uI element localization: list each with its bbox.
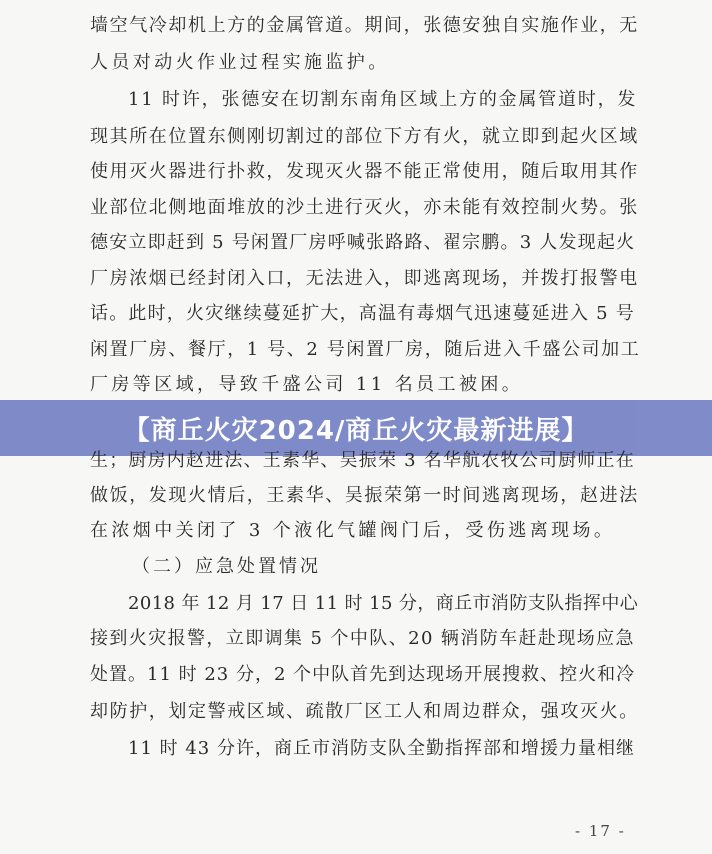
text-line: 现其所在位置东侧刚切割过的部位下方有火，就立即到起火区域 — [90, 126, 639, 147]
text-line: 话。此时，火灾继续蔓延扩大，高温有毒烟气迅速蔓延进入 5 号 — [90, 303, 635, 324]
text-line: 德安立即赶到 5 号闲置厂房呼喊张路路、翟宗鹏。3 人发现起火 — [90, 232, 636, 253]
text-line: 接到火灾报警，立即调集 5 个中队、20 辆消防车赶赴现场应急 — [90, 628, 635, 649]
page-number: - 17 - — [575, 822, 626, 840]
text-line: 使用灭火器进行扑救，发现灭火器不能正常使用，随后取用其作 — [90, 161, 639, 182]
text-line: 人员对动火作业过程实施监护。 — [90, 52, 390, 73]
text-line: 却防护，划定警戒区域、疏散厂区工人和周边群众，强攻灭火。 — [90, 701, 639, 722]
text-line: 墙空气冷却机上方的金属管道。期间，张德安独自实施作业，无 — [90, 15, 639, 36]
section-heading: （二）应急处置情况 — [132, 556, 321, 577]
text-line: 处置。11 时 23 分，2 个中队首先到达现场开展搜救、控火和冷 — [90, 664, 636, 685]
text-line: 11 时许，张德安在切割东南角区域上方的金属管道时，发 — [128, 89, 638, 110]
text-line: 11 时 43 分许，商丘市消防支队全勤指挥部和增援力量相继 — [128, 738, 635, 759]
text-line: 2018 年 12 月 17 日 11 时 15 分，商丘市消防支队指挥中心 — [128, 593, 639, 614]
title-banner — [0, 400, 712, 456]
text-line: 闲置厂房、餐厅，1 号、2 号闲置厂房，随后进入千盛公司加工 — [90, 339, 641, 360]
text-line: 业部位北侧地面堆放的沙土进行灭火，亦未能有效控制火势。张 — [90, 197, 639, 218]
banner-title: 【商丘火灾2024/商丘火灾最新进展】 — [123, 415, 589, 446]
text-line: 厂房等区域，导致千盛公司 11 名员工被困。 — [90, 374, 524, 395]
text-line: 厂房浓烟已经封闭入口，无法进入，即逃离现场，并拨打报警电 — [90, 268, 639, 289]
text-line: 在浓烟中关闭了 3 个液化气罐阀门后，受伤逃离现场。 — [90, 520, 616, 541]
text-line: 生；厨房内赵进法、王素华、吴振荣 3 名华航农牧公司厨师正在 — [90, 450, 635, 471]
text-line: 做饭，发现火情后，王素华、吴振荣第一时间逃离现场，赵进法 — [90, 485, 639, 506]
